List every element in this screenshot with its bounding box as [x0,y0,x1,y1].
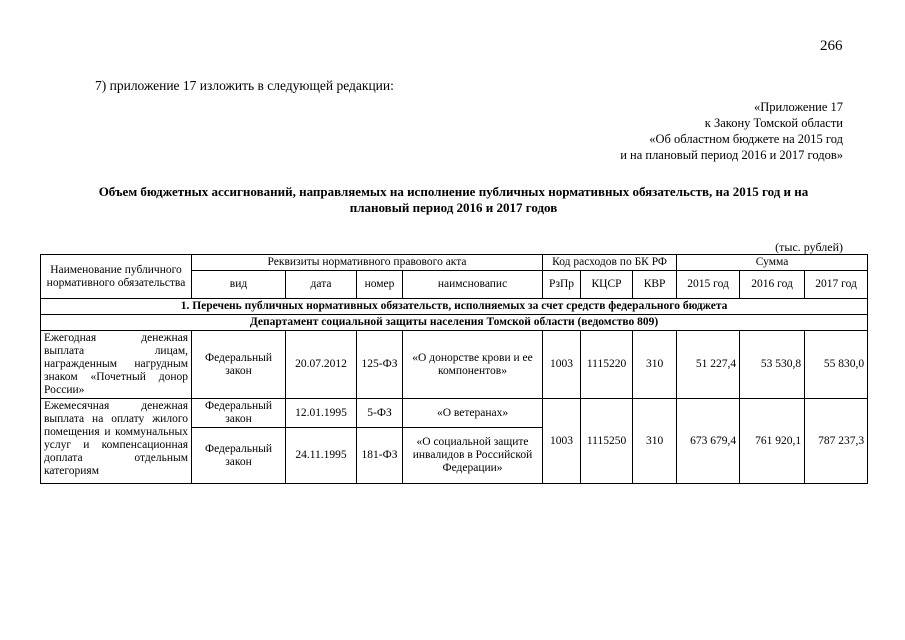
row-sum-2017: 787 237,3 [805,399,868,484]
appendix-line-1: «Приложение 17 [754,100,843,114]
header-codes: Код расходов по БК РФ [543,255,677,271]
header-date: дата [286,271,357,299]
section-heading: 1. Перечень публичных нормативных обязательств, исполняемых за счет средств федерального бюджета [41,299,868,315]
appendix-line-3: «Об областном бюджете на 2015 год [649,132,843,146]
row-kvr: 310 [633,331,677,399]
row-sum-2015: 51 227,4 [677,331,740,399]
appendix-line-2: к Закону Томской области [704,116,843,130]
header-rzpr: РзПр [543,271,581,299]
row-act-number: 125-ФЗ [357,331,403,399]
obligations-table [40,254,868,484]
row-act-type: Федеральный закон [192,399,286,428]
row-sum-2016: 761 920,1 [740,399,805,484]
document-title [40,184,867,216]
row-kcsr: 1115250 [581,399,633,484]
title-line-2: плановый период 2016 и 2017 годов [349,200,558,215]
table-row [41,331,868,399]
row-sum-2016: 53 530,8 [740,331,805,399]
appendix-line-4: и на плановый период 2016 и 2017 годов» [620,148,843,162]
header-number: номер [357,271,403,299]
row-act-type: Федеральный закон [192,428,286,484]
header-title: наимсновапис [403,271,543,299]
row-name: Ежемесячная денежная выплата на оплату жилого помещения и коммунальных услуг и компенсационная доплата отдельным категориям [41,399,192,484]
row-rzpr: 1003 [543,331,581,399]
row-act-number: 181-ФЗ [357,428,403,484]
row-rzpr: 1003 [543,399,581,484]
row-act-date: 12.01.1995 [286,399,357,428]
row-sum-2015: 673 679,4 [677,399,740,484]
header-type: вид [192,271,286,299]
row-act-title: «О социальной защите инвалидов в Российской Федерации» [403,428,543,484]
row-act-type: Федеральный закон [192,331,286,399]
row-act-number: 5-ФЗ [357,399,403,428]
header-kcsr: КЦСР [581,271,633,299]
row-act-title: «О ветеранах» [403,399,543,428]
row-act-date: 20.07.2012 [286,331,357,399]
header-kvr: КВР [633,271,677,299]
row-act-date: 24.11.1995 [286,428,357,484]
unit-label: (тыс. рублей) [775,240,843,254]
header-2017: 2017 год [805,271,868,299]
row-sum-2017: 55 830,0 [805,331,868,399]
row-kvr: 310 [633,399,677,484]
header-sum: Сумма [677,255,868,271]
header-2015: 2015 год [677,271,740,299]
table-row [41,399,868,428]
row-kcsr: 1115220 [581,331,633,399]
row-act-title: «О донорстве крови и ее компонентов» [403,331,543,399]
header-name: Наименование публичного нормативного обязательства [41,255,192,299]
row-name: Ежегодная денежная выплата лицам, награжденным нагрудным знаком «Почетный донор России» [41,331,192,399]
title-line-1: Объем бюджетных ассигнований, направляемых на исполнение публичных нормативных обязательств, на 2015 год и на [98,184,809,199]
department-heading: Департамент социальной защиты населения Томской области (ведомство 809) [41,315,868,331]
intro-text: 7) приложение 17 изложить в следующей редакции: [95,78,394,93]
page-number: 266 [820,38,843,54]
header-2016: 2016 год [740,271,805,299]
header-act: Реквизиты нормативного правового акта [192,255,543,271]
